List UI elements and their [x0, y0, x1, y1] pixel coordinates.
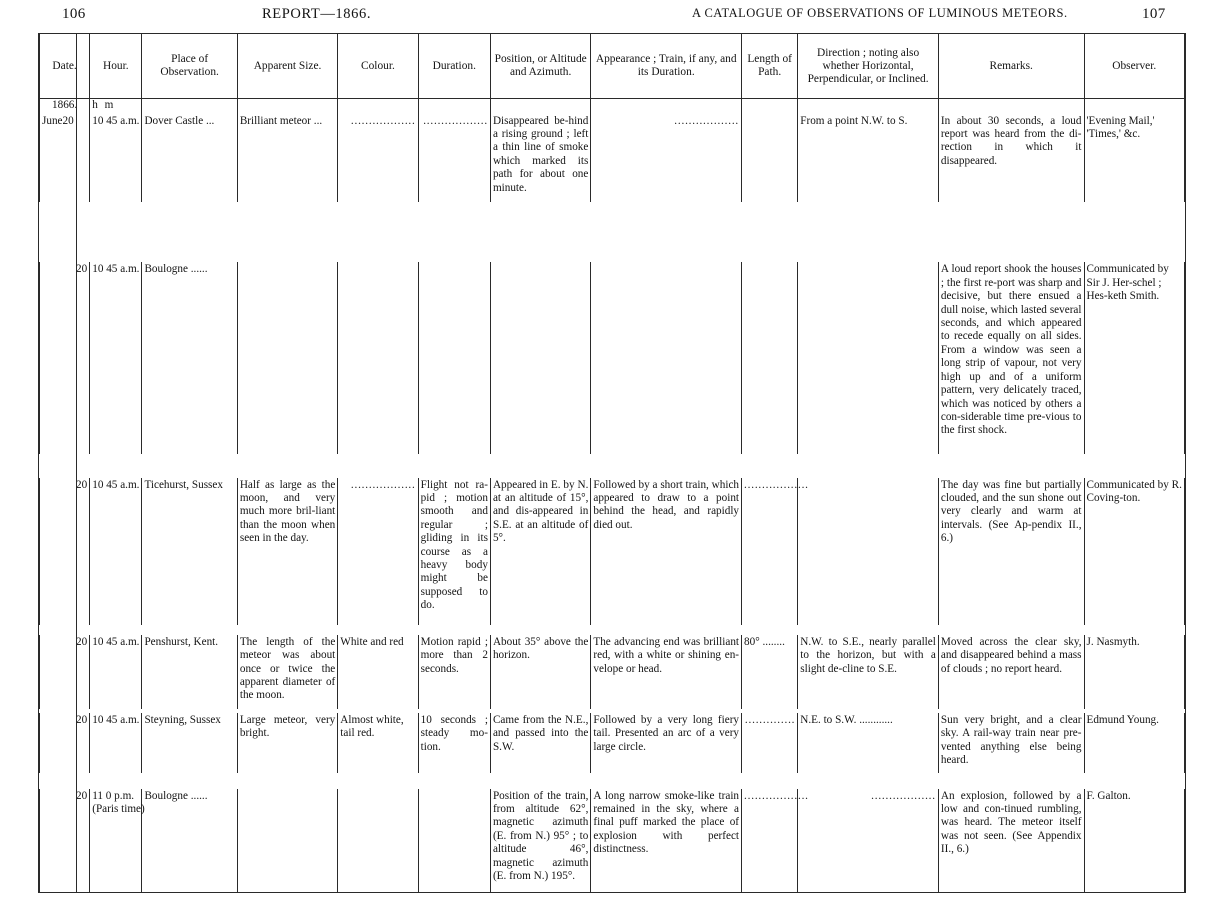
hour-minute-label: h m — [90, 99, 142, 114]
cell-date: June20 — [40, 114, 90, 203]
cell-place: Boulogne ...... — [142, 789, 237, 892]
col-header-colour: Colour. — [338, 34, 418, 99]
row-gap — [40, 773, 1185, 789]
cell-length: .............. — [742, 713, 798, 773]
col-header-direction: Direction ; noting also whether Horizontal, Perpendicular, or Inclined. — [798, 34, 939, 99]
cell-position: Position of the train, from altitude 62°, magnetic azimuth (E. from N.) 95° ; to altitude 46°, magnetic azimuth (E. from N.) 195°. — [490, 789, 590, 892]
running-head-right: A CATALOGUE OF OBSERVATIONS OF LUMINOUS METEORS. — [692, 6, 1068, 20]
cell-observer: Communicated by R. Coving-ton. — [1084, 478, 1185, 625]
cell-position: Came from the N.E., and passed into the S.W. — [490, 713, 590, 773]
cell-appearance — [591, 262, 742, 453]
cell-hour-note: (Paris time) — [92, 802, 145, 815]
cell-length — [742, 262, 798, 453]
cell-hour-value: 11 0 p.m. — [92, 789, 135, 802]
table-row — [40, 789, 1185, 892]
spacer-cell-direction — [798, 99, 939, 114]
cell-place: Penshurst, Kent. — [142, 635, 237, 709]
cell-size: Half as large as the moon, and very much more bril-liant than the moon when seen in the day. — [237, 478, 337, 625]
col-header-remarks: Remarks. — [938, 34, 1084, 99]
cell-remarks: In about 30 seconds, a loud report was heard from the di-rection in which it disappeared. — [938, 114, 1084, 203]
cell-duration — [418, 789, 490, 892]
cell-duration: Flight not ra-pid ; motion smooth and regular ; gliding in its course as a heavy body might be supposed to do. — [418, 478, 490, 625]
cell-colour: .................. — [338, 478, 418, 625]
cell-remarks: Sun very bright, and a clear sky. A rail-way train near pre-vented anything else being heard. — [938, 713, 1084, 773]
cell-date: 20 — [40, 478, 90, 625]
cell-date: 20 — [40, 635, 90, 709]
cell-length: .................. — [742, 789, 798, 892]
cell-hour: 10 45 a.m. — [90, 262, 142, 453]
col-header-appearance: Appearance ; Train, if any, and its Duration. — [591, 34, 742, 99]
cell-colour: White and red — [338, 635, 418, 709]
cell-appearance: A long narrow smoke-like train remained in the sky, where a final puff marked the place of explosion with perfect distinctness. — [591, 789, 742, 892]
table-row — [40, 713, 1185, 773]
cell-position — [490, 262, 590, 453]
cell-appearance: Followed by a very long fiery tail. Presented an arc of a very large circle. — [591, 713, 742, 773]
cell-colour — [338, 262, 418, 453]
cell-colour — [338, 789, 418, 892]
cell-direction: From a point N.W. to S. — [798, 114, 939, 203]
cell-observer: 'Evening Mail,' 'Times,' &c. — [1084, 114, 1185, 203]
cell-direction: N.W. to S.E., nearly parallel to the horizon, but with a slight de-cline to S.E. — [798, 635, 939, 709]
spacer-cell-appearance — [591, 99, 742, 114]
folio-right: 107 — [1142, 6, 1166, 22]
cell-date: 20 — [40, 262, 90, 453]
table-row — [40, 262, 1185, 453]
col-header-hour: Hour. — [90, 34, 142, 99]
cell-length: .................. — [742, 478, 798, 625]
spacer-cell-place — [142, 99, 237, 114]
spacer-cell-remarks — [938, 99, 1084, 114]
folio-left: 106 — [62, 6, 86, 22]
col-header-apparent-size: Apparent Size. — [237, 34, 337, 99]
cell-colour: .................. — [338, 114, 418, 203]
table-row — [40, 478, 1185, 625]
cell-observer: F. Galton. — [1084, 789, 1185, 892]
table-header-row — [40, 34, 1185, 99]
cell-hour: 10 45 a.m. — [90, 114, 142, 203]
cell-duration: 10 seconds ; steady mo-tion. — [418, 713, 490, 773]
cell-colour: Almost white, tail red. — [338, 713, 418, 773]
cell-hour: 10 45 a.m. — [90, 635, 142, 709]
table-row — [40, 114, 1185, 203]
cell-position: Appeared in E. by N. at an altitude of 15°, and dis-appeared in S.E. at an altitude of 5°. — [490, 478, 590, 625]
col-header-length-of-path: Length of Path. — [742, 34, 798, 99]
spacer-cell-colour — [338, 99, 418, 114]
cell-size: Brilliant meteor ... — [237, 114, 337, 203]
cell-position: About 35° above the horizon. — [490, 635, 590, 709]
cell-length: 80° ........ — [742, 635, 798, 709]
col-header-place: Place of Observation. — [142, 34, 237, 99]
cell-remarks: Moved across the clear sky, and disappeared behind a mass of clouds ; no report heard. — [938, 635, 1084, 709]
col-header-date: Date. — [40, 34, 90, 99]
cell-place: Ticehurst, Sussex — [142, 478, 237, 625]
cell-duration: Motion rapid ; more than 2 seconds. — [418, 635, 490, 709]
date-hour-divider-rule — [76, 33, 77, 893]
cell-observer: Edmund Young. — [1084, 713, 1185, 773]
cell-direction — [798, 478, 939, 625]
cell-size — [237, 789, 337, 892]
cell-hour — [90, 789, 145, 892]
cell-place: Dover Castle ... — [142, 114, 237, 203]
cell-size — [237, 262, 337, 453]
cell-date: 20 — [40, 789, 90, 892]
cell-remarks: An explosion, followed by a low and con-tinued rumbling, was heard. The meteor itself was not seen. (See Appendix II., 6.) — [938, 789, 1084, 892]
cell-remarks: The day was fine but partially clouded, and the sun shone out very clearly and warm at intervals. (See Ap-pendix II., 6.) — [938, 478, 1084, 625]
cell-hour: 10 45 a.m. — [90, 478, 142, 625]
col-header-observer: Observer. — [1084, 34, 1185, 99]
cell-appearance: .................. — [591, 114, 742, 203]
col-header-duration: Duration. — [418, 34, 490, 99]
spacer-cell-duration — [418, 99, 490, 114]
catalogue-table-wrapper — [38, 33, 1186, 893]
cell-hour: 10 45 a.m. — [90, 713, 142, 773]
row-gap — [40, 454, 1185, 478]
cell-length — [742, 114, 798, 203]
cell-appearance: The advancing end was brilliant red, with a white or shining en-velope or head. — [591, 635, 742, 709]
running-head-left: REPORT—1866. — [262, 6, 372, 22]
spacer-cell-size — [237, 99, 337, 114]
year-label: 1866. — [40, 99, 90, 114]
cell-date: 20 — [40, 713, 90, 773]
cell-place: Steyning, Sussex — [142, 713, 237, 773]
cell-observer: Communicated by Sir J. Her-schel ; Hes-keth Smith. — [1084, 262, 1185, 453]
table-row — [40, 635, 1185, 709]
col-header-position: Position, or Altitude and Azimuth. — [490, 34, 590, 99]
table-subhead-row — [40, 99, 1185, 114]
row-gap — [40, 202, 1185, 262]
spacer-cell-observer — [1084, 99, 1185, 114]
cell-size: The length of the meteor was about once or twice the apparent diameter of the moon. — [237, 635, 337, 709]
cell-direction: .................. — [798, 789, 939, 892]
cell-direction — [798, 262, 939, 453]
cell-duration: .................. — [418, 114, 490, 203]
cell-observer: J. Nasmyth. — [1084, 635, 1185, 709]
row-gap — [40, 625, 1185, 635]
spacer-cell-length — [742, 99, 798, 114]
cell-size: Large meteor, very bright. — [237, 713, 337, 773]
cell-remarks: A loud report shook the houses ; the first re-port was sharp and decisive, but there ensued a dull noise, which lasted several seconds, and which appeared to recede equally on all sides. From a window was seen a long strip of vapour, not very high up and of a uniform pattern, very delicately traced, which was noticed by others a con-siderable time pre-vious to the first shock. — [938, 262, 1084, 453]
cell-direction: N.E. to S.W. ............ — [798, 713, 939, 773]
cell-position: Disappeared be-hind a rising ground ; left a thin line of smoke which marked its path for about one minute. — [490, 114, 590, 203]
catalogue-table — [39, 34, 1185, 892]
cell-duration — [418, 262, 490, 453]
cell-appearance: Followed by a short train, which appeared to draw to a point behind the head, and rapidly died out. — [591, 478, 742, 625]
cell-place: Boulogne ...... — [142, 262, 237, 453]
spacer-cell-position — [490, 99, 590, 114]
